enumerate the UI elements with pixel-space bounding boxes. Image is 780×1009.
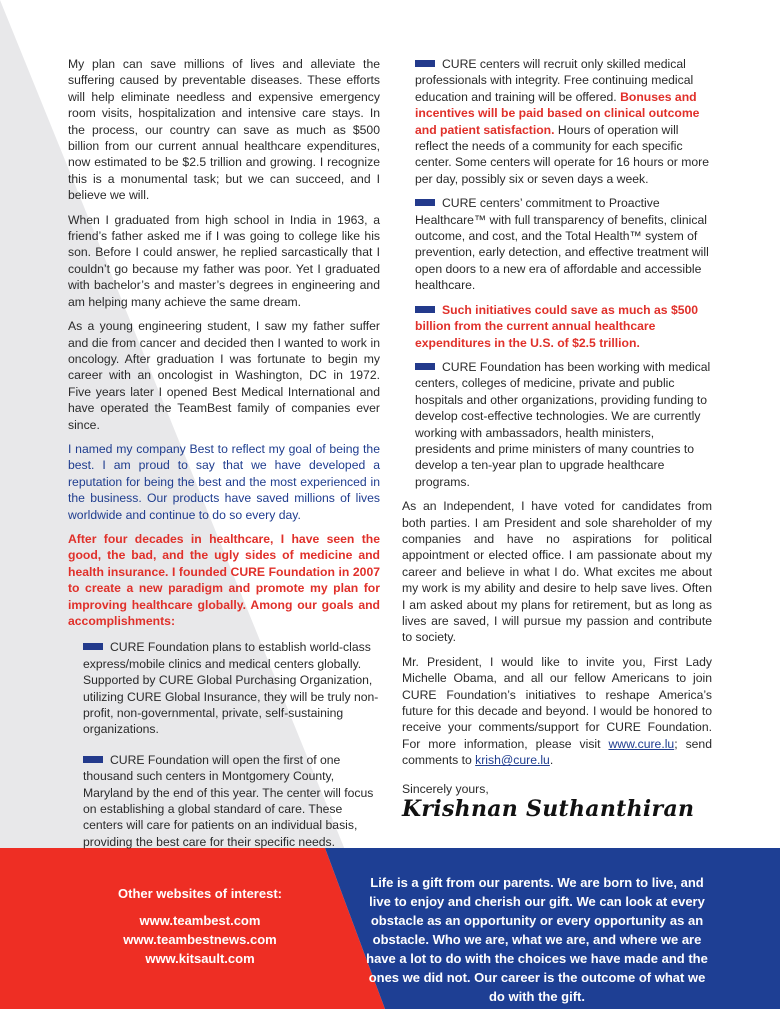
website-link-teambestnews[interactable]: www.teambestnews.com — [123, 932, 277, 947]
paragraph-invitation — [402, 654, 712, 769]
paragraph-savings: My plan can save millions of lives and alleviate the suffering caused by preventable diseases. These efforts will help eliminate needless and expensive emergency room visits, hospitalization and intensive care stays. In the process, our country can save as much as $500 billion from our current annual healthcare expenditures, now estimated to be $2.5 trillion and growing. I recognize this is a monumental task; but we can succeed, and I believe we will. — [68, 57, 380, 203]
bullet-square-icon — [415, 363, 435, 370]
right-column — [402, 56, 712, 823]
paragraph-independent: As an Independent, I have voted for candidates from both parties. I am President and sole shareholder of my companies and have no aspirations for political appointment or elected office. I am passionate about my career and believe in what I do. What excites me about my work is my ability and desire to help save lives. Often I am asked about my plans for retirement, but as long as lives are saved, I will pursue my passion and contribute to society. — [402, 499, 712, 645]
bullet-partners-text: CURE Foundation has been working with medical centers, colleges of medicine, private and public hospitals and other organizations, providing funding to develop cost-effective technologies. We are currently working with ambassadors, health ministers, presidents and prime ministers of many countries to develop a ten-year plan to upgrade healthcare programs. — [415, 359, 711, 489]
bullet-square-icon — [83, 756, 103, 763]
bullet-recruit — [402, 56, 712, 187]
bullet-proactive-text: CURE centers’ commitment to Proactive Healthcare™ with full transparency of benefits, clinical outcome, and cost, and the Total Health™ system of prevention, early detection, and effective treatment will open doors to a new era of affordable and accessible healthcare. — [415, 196, 709, 293]
bullet-recruit-text-b: Hours of operation will reflect the needs of a community for each specific center. Some centers will operate for 16 hours or more per day, possibly six or seven days a week. — [415, 122, 709, 186]
paragraph-four-decades: After four decades in healthcare, I have seen the good, the bad, and the ugly sides of medicine and health insurance. I founded CURE Foundation in 2007 to create a new paradigm and promote my plan for improving healthcare globally. Among our goals and accomplishments: — [68, 531, 380, 628]
website-link-teambest[interactable]: www.teambest.com — [139, 913, 261, 928]
paragraph-graduation: When I graduated from high school in India in 1963, a friend’s father asked me if I was going to college like his son. Before I could answer, he replied sarcastically that I couldn’t go because my father was poor. Yet I graduated with bachelor’s and master’s degrees in engineering and am helping many achieve the same dream. — [68, 212, 380, 309]
websites-title: Other websites of interest: — [118, 886, 282, 901]
bullet-partners — [402, 359, 712, 490]
bullet-savings-text: Such initiatives could save as much as $500 billion from the current annual healthcare expenditures in the U.S. of $2.5 trillion. — [415, 302, 699, 350]
bullet-clinics-text: CURE Foundation plans to establish world-class express/mobile clinics and medical centers globally. Supported by CURE Global Purchasing Organization, utilizing CURE Global Insurance, they will be truly non-profit, non-governmental, private, self-sustaining organizations. — [83, 640, 379, 737]
paragraph-oncology: As a young engineering student, I saw my father suffer and die from cancer and decided then I wanted to work in oncology. After graduation I was fortunate to begin my career with an oncologist in Washington, DC in 1972. Five years later I opened Best Medical International and have operated the TeamBest family of companies ever since. — [68, 319, 380, 432]
bullet-proactive — [402, 195, 712, 293]
bullet-first-center — [68, 752, 380, 850]
left-column — [68, 56, 380, 864]
footer-quote: Life is a gift from our parents. We are born to live, and live to enjoy and cherish our gift. We can look at every obstacle as an opportunity or every opportunity as an obstacle. Who we are, what we are, and where we are have a lot to do with the choices we have made and the ones we did not. Our career is the outcome of what we do with the gift. — [366, 875, 708, 1004]
bullet-square-icon — [415, 60, 435, 67]
invitation-text-b: ; send comments to — [402, 736, 712, 768]
website-link-kitsault[interactable]: www.kitsault.com — [145, 951, 255, 966]
bullet-recruit-text-a: CURE centers will recruit only skilled medical professionals with integrity. Free continuing medical education and training will be offered. — [415, 57, 694, 104]
invitation-text-c: . — [549, 753, 554, 768]
bullet-square-icon — [415, 306, 435, 313]
bullet-recruit-bonuses: Bonuses and incentives will be paid based on clinical outcome and patient satisfaction. — [415, 89, 700, 137]
cure-website-link[interactable]: www.cure.lu — [608, 736, 675, 751]
signature: Krishnan Suthanthiran — [402, 796, 695, 823]
bullet-square-icon — [415, 199, 435, 206]
bullet-first-center-text: CURE Foundation will open the first of one thousand such centers in Montgomery County, Maryland by the end of this year. The center will focus on establishing a global standard of care. These centers will care for patients on an individual basis, providing the best care for their specific needs. — [83, 752, 374, 849]
email-link[interactable]: krish@cure.lu — [475, 753, 550, 768]
invitation-text-a: Mr. President, I would like to invite you, First Lady Michelle Obama, and all our fellow Americans to join CURE Foundation’s initiatives to reshape America’s future for this decade and beyond. I would be honored to receive your comments/support for CURE Foundation. For more information, please visit — [402, 654, 712, 751]
paragraph-company-best: I named my company Best to reflect my goal of being the best. I am proud to say that we have developed a reputation for being the best and the most experienced in the business. Our products have saved millions of lives worldwide and continue to do so every day. — [68, 441, 380, 522]
closing-text: Sincerely yours, — [402, 781, 489, 796]
bullet-savings — [402, 302, 712, 351]
bullet-square-icon — [83, 643, 103, 650]
bullet-clinics — [68, 639, 380, 737]
footer-websites — [100, 886, 300, 968]
